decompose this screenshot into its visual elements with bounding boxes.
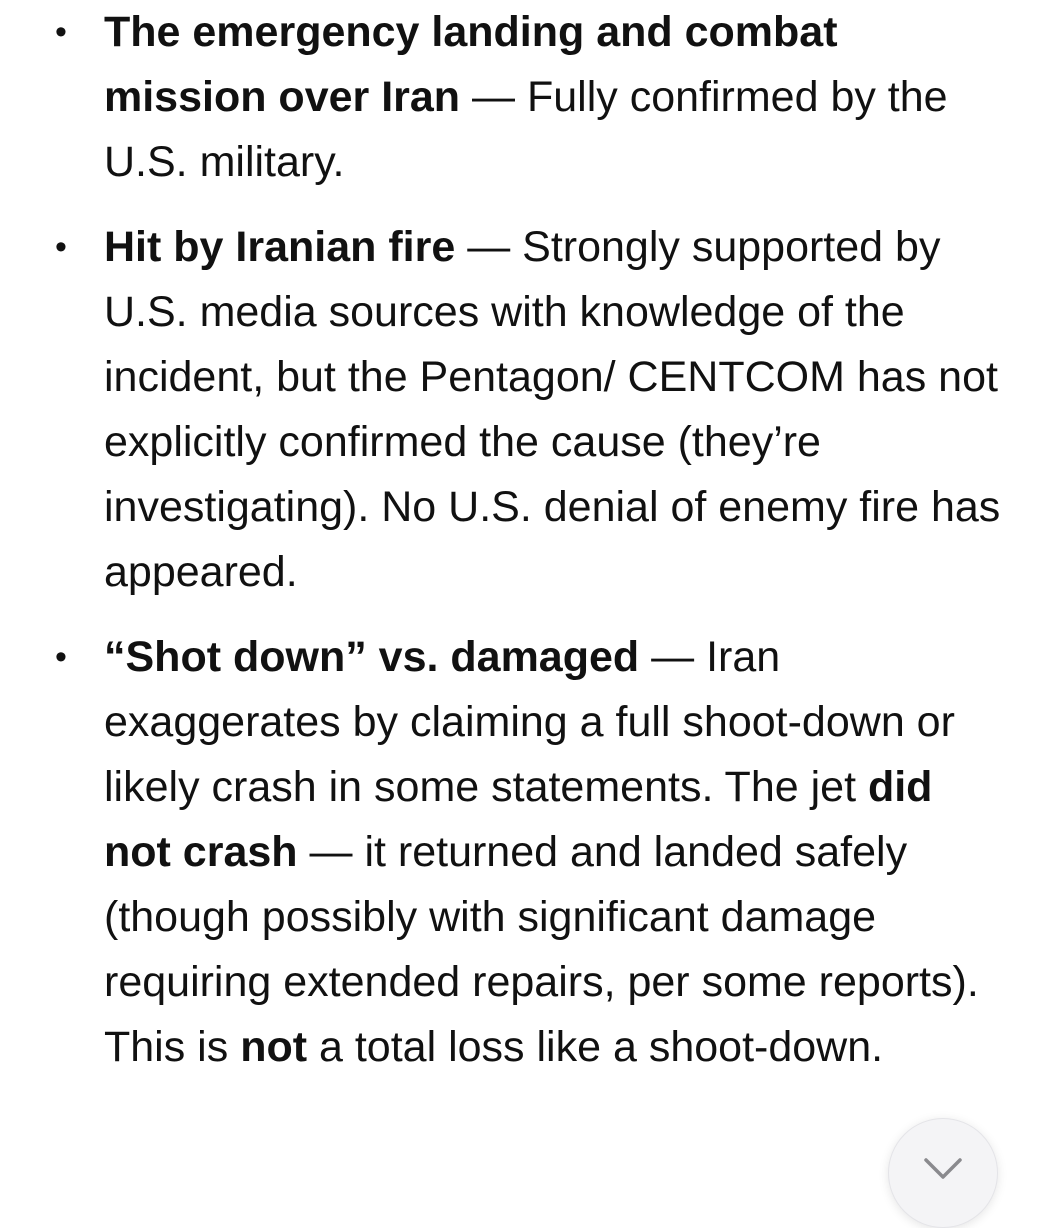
- bullet-text: — it returned and landed safely (though possibly with significant damage requiring extended repairs, per some reports). This is: [104, 828, 979, 1071]
- chevron-down-icon: [923, 1157, 963, 1181]
- list-item: [0, 0, 1038, 195]
- bullet-text: — Strongly supported by U.S. media sources with knowledge of the incident, but the Pentagon/ CENTCOM has not explicitly confirmed the cause (they’re investigating). No U.S. denial of enemy fire has appeared.: [104, 223, 1001, 596]
- bullet-marker: •: [55, 228, 67, 266]
- bullet-heading: “Shot down” vs. damaged: [104, 633, 640, 681]
- bullet-text: — Iran exaggerates by claiming a full shoot-down or likely crash in some statements. The jet: [104, 633, 955, 811]
- list-item: [0, 625, 1038, 1080]
- bullet-heading: Hit by Iranian fire: [104, 223, 456, 271]
- bullet-marker: •: [55, 13, 67, 51]
- bullet-emphasis: not: [240, 1023, 308, 1071]
- bullet-heading: The emergency landing and combat mission over Iran: [104, 8, 838, 121]
- bullet-text: — Fully confirmed by the U.S. military.: [104, 73, 948, 186]
- bullet-emphasis: did not crash: [104, 763, 933, 876]
- bullet-text: a total loss like a shoot-down.: [307, 1023, 884, 1071]
- bullet-marker: •: [55, 638, 67, 676]
- scroll-down-button[interactable]: [888, 1118, 998, 1228]
- list-item: [0, 215, 1038, 605]
